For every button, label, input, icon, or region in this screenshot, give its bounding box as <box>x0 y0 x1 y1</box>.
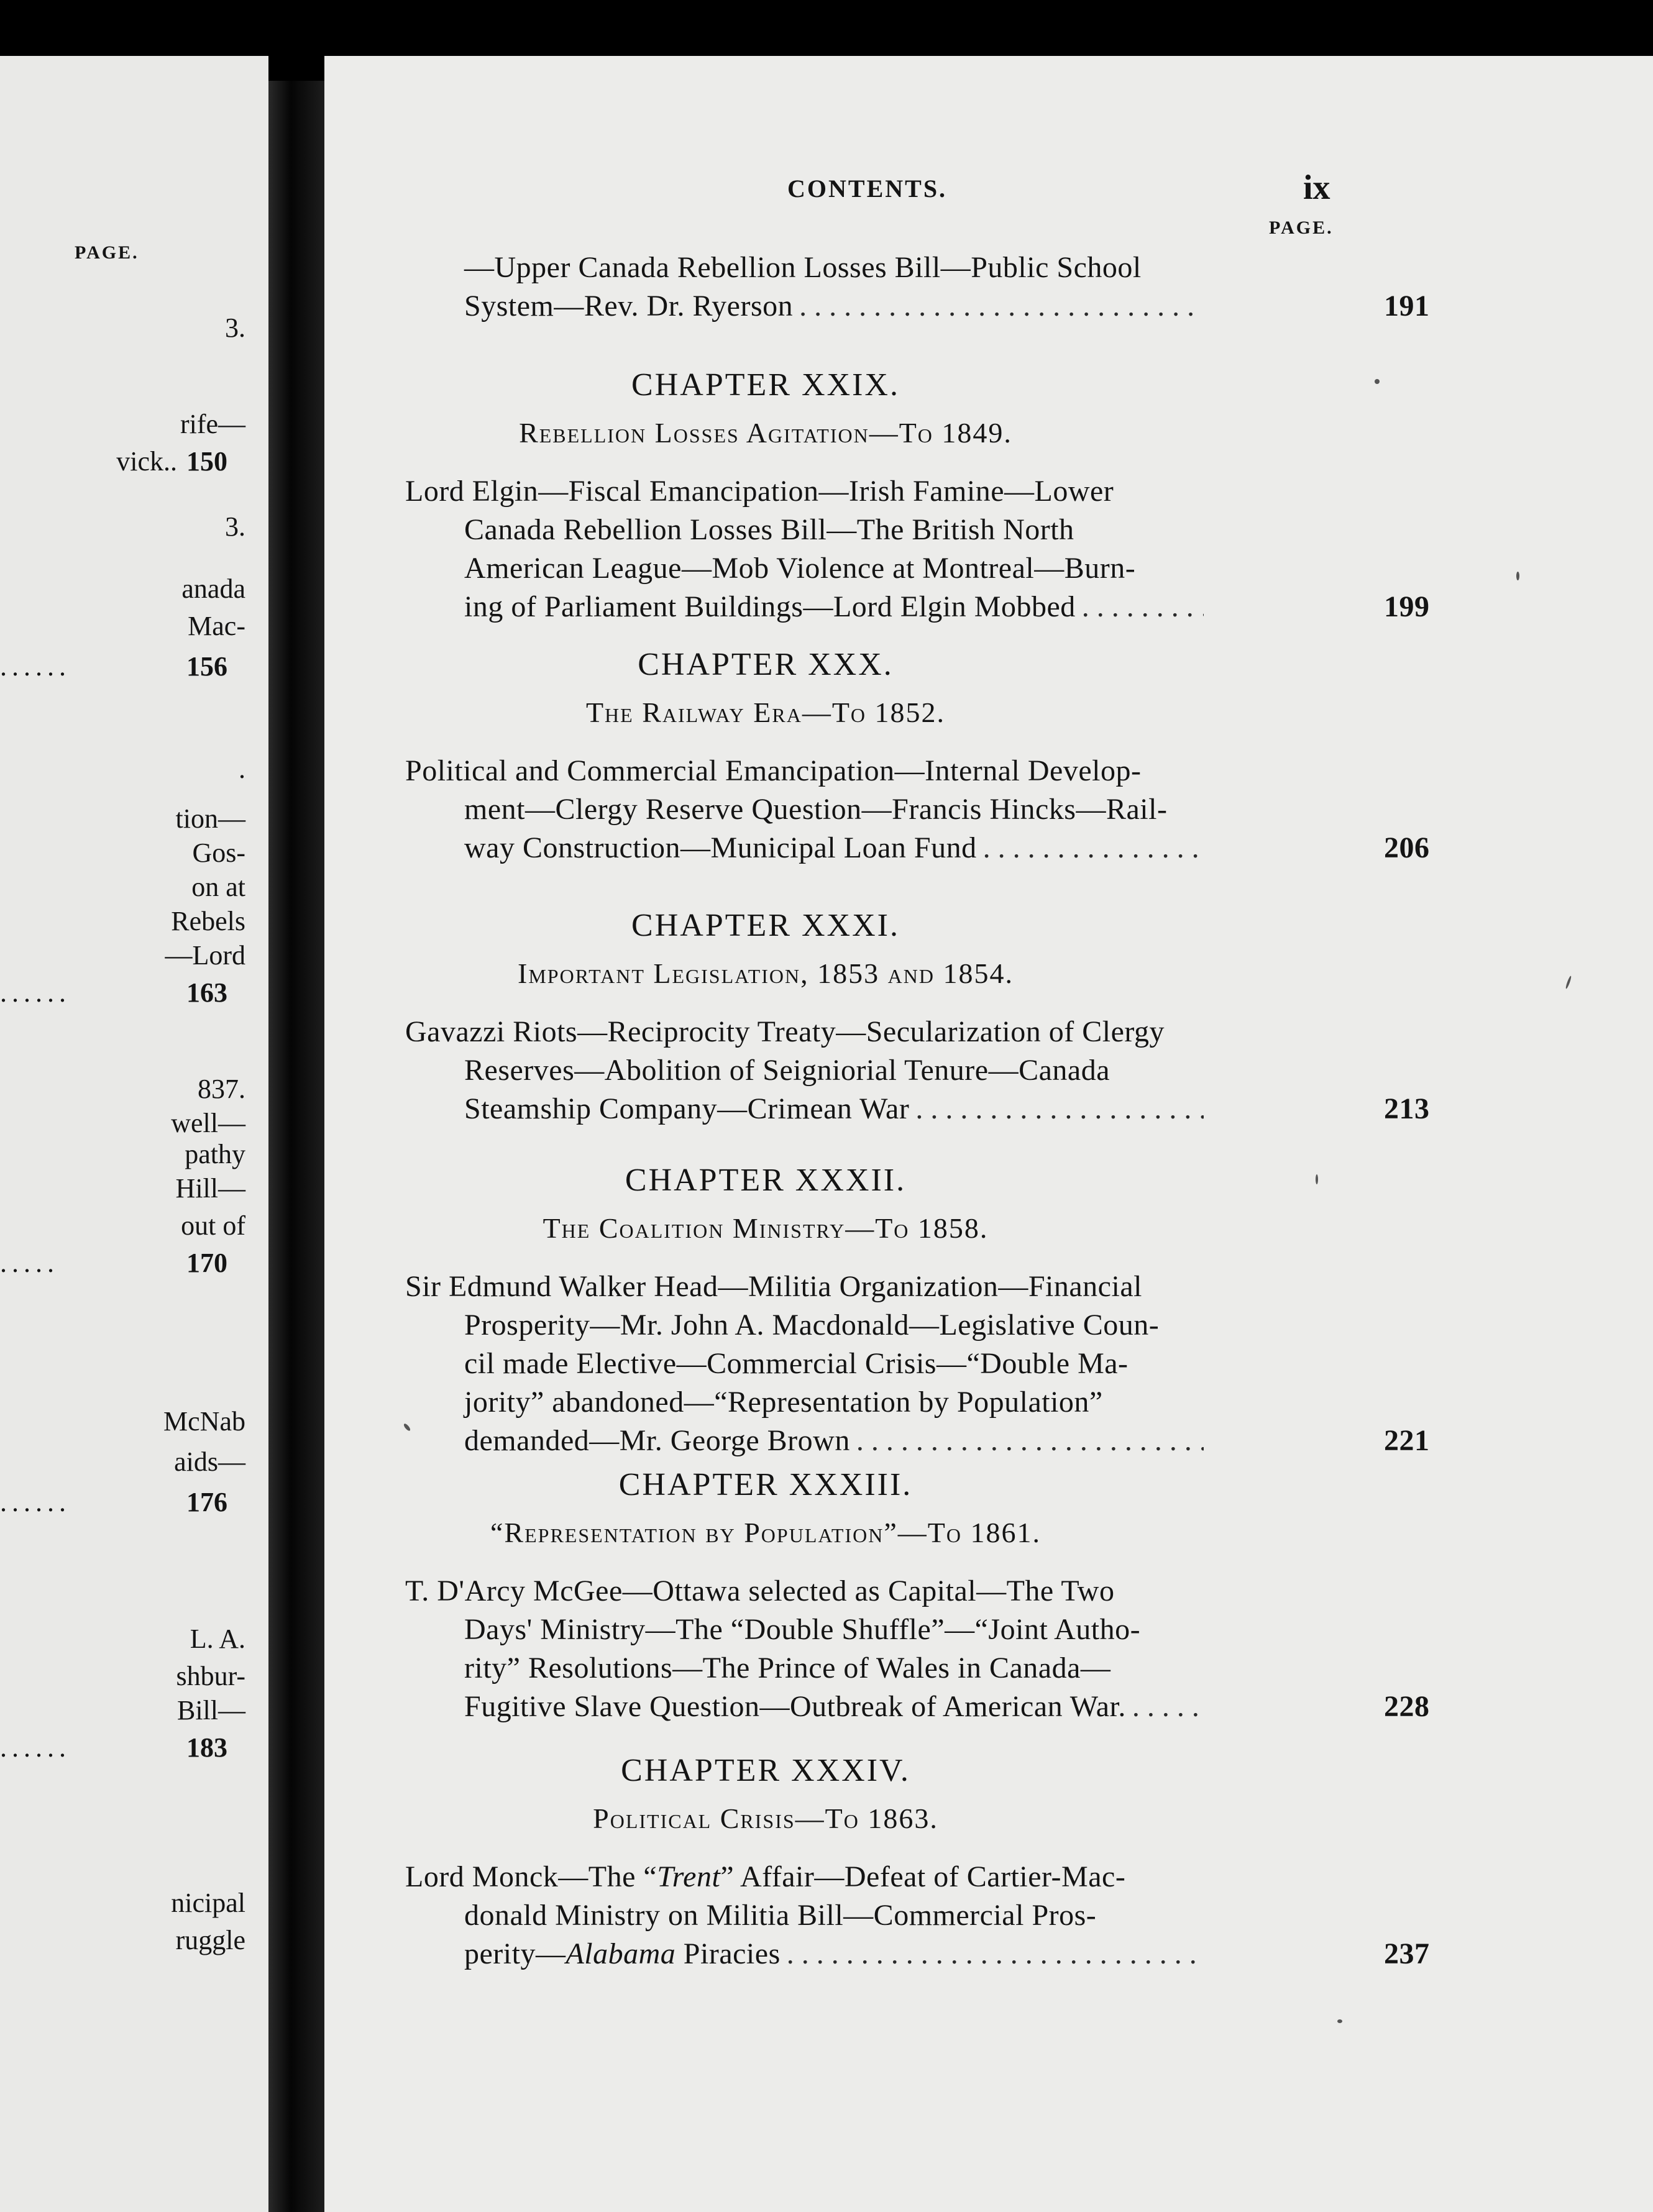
entry-text: Lord Elgin—Fiscal Emancipation—Irish Famine—Lower <box>405 475 1114 508</box>
entry-line-last <box>464 287 1430 326</box>
entry-text: ing of Parliament Buildings—Lord Elgin Mobbed <box>464 590 1076 623</box>
left-page-line <box>0 836 245 871</box>
chapter-subtitle: Rebellion Losses Agitation—To 1849. <box>519 417 1012 449</box>
left-page-line <box>0 1072 245 1107</box>
entry-text: Fugitive Slave Question—Outbreak of American War. <box>464 1690 1126 1723</box>
left-page-line <box>0 870 245 905</box>
chapter-subtitle: “Representation by Population”—To 1861. <box>490 1517 1041 1548</box>
entry-line <box>464 511 1653 549</box>
left-page-line-text: Gos- <box>192 838 245 868</box>
entry-text: ment—Clergy Reserve Question—Francis Hincks—Rail- <box>464 793 1168 826</box>
entry-line <box>405 472 1653 511</box>
leader-dots <box>983 829 1204 867</box>
chapter-heading: CHAPTER XXX. <box>638 647 894 682</box>
left-page-line-text: ...... <box>0 1732 71 1763</box>
leader-dots <box>1082 588 1204 626</box>
left-page-line-page: 150 <box>186 446 227 477</box>
left-page-line-text: aids— <box>174 1446 245 1477</box>
entry-line <box>405 1858 1653 1896</box>
entry-line-last <box>464 829 1430 867</box>
left-page-line <box>0 1886 245 1921</box>
left-page-line <box>0 1445 245 1479</box>
left-page-line-text: . <box>239 754 245 784</box>
entry-text: T. D'Arcy McGee—Ottawa selected as Capital—The Two <box>405 1574 1115 1607</box>
left-page-label: PAGE. <box>75 242 139 263</box>
left-page-line <box>0 1485 245 1520</box>
chapter-subtitle: Important Legislation, 1853 and 1854. <box>518 957 1014 989</box>
chapter-heading: CHAPTER XXXI. <box>631 908 900 943</box>
left-page-line-text: ...... <box>0 977 71 1008</box>
entry-page-number: 206 <box>1384 831 1430 864</box>
left-page-line-page: 163 <box>186 977 227 1008</box>
entry-line-last <box>464 1688 1430 1726</box>
entry-page-number: 213 <box>1384 1092 1430 1125</box>
left-page-line-text: ruggle <box>175 1925 245 1955</box>
chapter-heading: CHAPTER XXXIV. <box>621 1753 910 1788</box>
left-page-line-text: Bill— <box>176 1695 245 1725</box>
chapter-heading: CHAPTER XXXII. <box>625 1163 907 1198</box>
entry-line <box>464 1383 1653 1422</box>
left-page-line-text: L. A. <box>190 1624 245 1654</box>
left-page-line-text: ...... <box>0 1487 71 1517</box>
left-page-line <box>0 752 245 787</box>
contents-entry-continuation <box>324 249 1653 326</box>
left-page-line <box>0 1923 245 1958</box>
right-page <box>324 56 1653 2212</box>
left-page-line-text: 837. <box>198 1074 245 1104</box>
chapter-summary <box>324 1858 1653 1973</box>
chapter-heading: CHAPTER XXXIII. <box>618 1467 913 1502</box>
left-page-line <box>0 802 245 836</box>
left-page-line <box>0 1659 245 1694</box>
left-page-line <box>0 976 245 1010</box>
entry-text: demanded—Mr. George Brown <box>464 1424 850 1457</box>
entry-text: Sir Edmund Walker Head—Militia Organization—Financial <box>405 1270 1142 1303</box>
entry-text: rity” Resolutions—The Prince of Wales in Canada— <box>464 1652 1111 1684</box>
left-page-line-text: ..... <box>0 1248 59 1278</box>
entry-line <box>464 1611 1653 1649</box>
left-page-line <box>0 1137 245 1172</box>
left-page-line-text: 3. <box>225 511 245 542</box>
entry-line-last <box>464 1090 1430 1128</box>
chapter-subtitle: The Coalition Ministry—To 1858. <box>543 1212 989 1244</box>
page-header <box>324 168 1653 242</box>
left-page-line <box>0 1404 245 1439</box>
left-page-line <box>0 609 245 644</box>
left-page-line <box>0 1106 245 1141</box>
left-page-line-text: out of <box>181 1210 245 1241</box>
entry-page-number: 199 <box>1384 590 1430 623</box>
entry-text: Steamship Company—Crimean War <box>464 1092 910 1125</box>
entry-line <box>464 790 1653 829</box>
chapter-summary <box>324 472 1653 626</box>
entry-line <box>405 1572 1653 1611</box>
left-page-line <box>0 1171 245 1206</box>
chapter-summary <box>324 1268 1653 1460</box>
leader-dots <box>915 1090 1204 1128</box>
left-page-line <box>0 407 245 442</box>
entry-text: Political and Commercial Emancipation—Internal Develop- <box>405 754 1142 787</box>
entry-line-last <box>464 588 1430 626</box>
left-page-line <box>0 649 245 684</box>
entry-text: cil made Elective—Commercial Crisis—“Double Ma- <box>464 1347 1129 1380</box>
left-page-line <box>0 904 245 939</box>
entry-text: Prosperity—Mr. John A. Macdonald—Legislative Coun- <box>464 1309 1160 1341</box>
chapter-summary <box>324 752 1653 867</box>
chapter-summary <box>324 1013 1653 1128</box>
left-page-line-text: nicipal <box>171 1888 245 1918</box>
entry-page-number: 221 <box>1384 1424 1430 1457</box>
entry-text: Canada Rebellion Losses Bill—The British North <box>464 513 1074 546</box>
left-page-line <box>0 938 245 973</box>
left-page-line-text: on at <box>191 872 245 902</box>
left-page-line-text: anada <box>181 574 245 604</box>
left-page-line-text: Rebels <box>171 906 245 936</box>
entry-text: donald Ministry on Militia Bill—Commercial Pros- <box>464 1899 1097 1932</box>
chapter-subtitle: Political Crisis—To 1863. <box>593 1803 938 1834</box>
entry-text: perity—Alabama Piracies <box>464 1937 781 1970</box>
entry-text: System—Rev. Dr. Ryerson <box>464 290 794 322</box>
book-gutter <box>268 81 324 2212</box>
left-page-line <box>0 1730 245 1765</box>
running-head: CONTENTS. <box>787 175 948 203</box>
entry-line <box>464 1051 1653 1090</box>
entry-line <box>464 1345 1653 1383</box>
left-page-line-text: well— <box>171 1108 245 1138</box>
left-page <box>0 56 268 2212</box>
left-page-line <box>0 444 245 479</box>
left-page-line-text: shbur- <box>176 1661 245 1691</box>
entry-text: jority” abandoned—“Representation by Population” <box>464 1386 1103 1419</box>
left-page-line-text: Mac- <box>188 611 245 641</box>
left-page-line-text: —Lord <box>165 940 245 971</box>
left-page-line <box>0 1622 245 1657</box>
left-page-line-text: pathy <box>185 1139 245 1169</box>
entry-page-number: 237 <box>1384 1937 1430 1970</box>
page-number: ix <box>1303 168 1330 207</box>
left-page-line <box>0 1246 245 1281</box>
left-page-line <box>0 311 245 345</box>
entry-line <box>405 1268 1653 1306</box>
leader-dots <box>1132 1688 1204 1726</box>
left-page-line-text: tion— <box>175 803 245 834</box>
entry-page-number: 191 <box>1384 290 1430 322</box>
left-page-line <box>0 1209 245 1243</box>
left-page-line-page: 176 <box>186 1487 227 1517</box>
leader-dots <box>856 1422 1204 1460</box>
entry-page-number: 228 <box>1384 1690 1430 1723</box>
entry-line <box>464 1649 1653 1688</box>
left-page-line-page: 170 <box>186 1248 227 1278</box>
left-page-line-text: Hill— <box>175 1173 245 1204</box>
left-page-line-text: McNab <box>163 1406 245 1437</box>
entry-text: Lord Monck—The “Trent” Affair—Defeat of Cartier-Mac- <box>405 1860 1126 1893</box>
chapter-summary <box>324 1572 1653 1726</box>
left-page-line-page: 183 <box>186 1732 227 1763</box>
left-page-line-text: rife— <box>180 409 245 439</box>
left-page-line-page: 156 <box>186 651 227 682</box>
left-page-line-text: 3. <box>225 313 245 343</box>
entry-line <box>464 1896 1653 1935</box>
left-page-line <box>0 572 245 606</box>
entry-line <box>405 752 1653 790</box>
entry-line <box>464 549 1653 588</box>
entry-text: way Construction—Municipal Loan Fund <box>464 831 977 864</box>
leader-dots <box>799 287 1204 326</box>
entry-line <box>464 1306 1653 1345</box>
left-page-line-text: ...... <box>0 651 71 682</box>
chapter-subtitle: The Railway Era—To 1852. <box>585 697 946 728</box>
entry-line-last <box>464 1422 1430 1460</box>
entry-line-last <box>464 1935 1430 1973</box>
entry-text: Gavazzi Riots—Reciprocity Treaty—Secularization of Clergy <box>405 1015 1165 1048</box>
entry-line: —Upper Canada Rebellion Losses Bill—Public School <box>464 251 1142 284</box>
entry-text: American League—Mob Violence at Montreal—Burn- <box>464 552 1136 585</box>
leader-dots <box>787 1935 1204 1973</box>
entry-text: Reserves—Abolition of Seigniorial Tenure—Canada <box>464 1054 1110 1087</box>
chapter-heading: CHAPTER XXIX. <box>631 367 900 403</box>
entry-text: Days' Ministry—The “Double Shuffle”—“Joint Autho- <box>464 1613 1141 1646</box>
left-page-line <box>0 1693 245 1728</box>
entry-line <box>405 1013 1653 1051</box>
left-page-line <box>0 510 245 544</box>
page-column-label: PAGE. <box>1269 217 1334 238</box>
left-page-line-text: vick.. <box>116 446 177 477</box>
